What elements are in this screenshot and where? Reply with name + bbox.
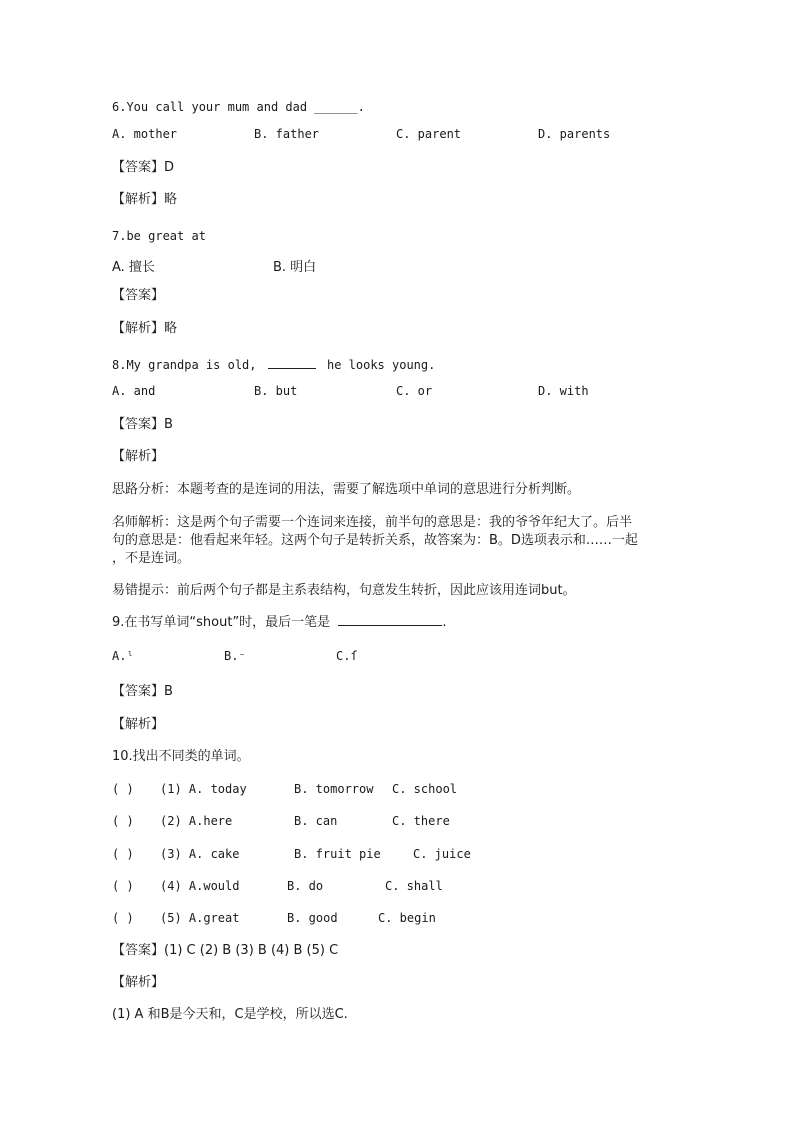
q10-row2-b: B. can <box>294 814 338 828</box>
q8-teacher-line3: ，不是连词。 <box>112 551 191 566</box>
q9-stem-end: . <box>442 615 447 630</box>
q10-row4-paren: ( ) <box>112 879 134 893</box>
q6-analysis: 【解析】略 <box>112 192 178 207</box>
q10-row5-c: C. begin <box>378 911 436 925</box>
q10-stem: 10.找出不同类的单词。 <box>112 749 250 764</box>
q10-row3-b: B. fruit pie <box>294 847 381 861</box>
q10-row5-b: B. good <box>287 911 338 925</box>
q8-teacher-line2: 句的意思是：他看起来年轻。这两个句子是转折关系，故答案为：B。D选项表示和……一起 <box>112 533 638 548</box>
q8-thinking: 思路分析：本题考查的是连词的用法，需要了解选项中单词的意思进行分析判断。 <box>112 482 581 497</box>
q7-answer: 【答案】 <box>112 288 165 303</box>
q9-option-b: B.⁻ <box>224 649 246 663</box>
q7-stem: 7.be great at <box>112 229 206 243</box>
q9-analysis: 【解析】 <box>112 717 165 732</box>
q8-tip: 易错提示：前后两个句子都是主系表结构，句意发生转折，因此应该用连词but。 <box>112 583 576 598</box>
q9-blank <box>338 613 442 626</box>
q8-option-b: B. but <box>254 384 298 398</box>
q8-option-d: D. with <box>538 384 589 398</box>
q9-answer: 【答案】B <box>112 684 173 699</box>
q10-row3-paren: ( ) <box>112 847 134 861</box>
q8-stem <box>112 356 435 374</box>
q6-option-c: C. parent <box>396 127 462 141</box>
q10-row1-a: (1) A. today <box>160 782 247 796</box>
q9-option-a: A.ˡ <box>112 649 134 663</box>
q10-row4-a: (4) A.would <box>160 879 240 893</box>
q10-row4-b: B. do <box>287 879 324 893</box>
q6-option-a: A. mother <box>112 127 178 141</box>
q10-row1-paren: ( ) <box>112 782 134 796</box>
q7-option-a: A. 擅长 <box>112 260 155 275</box>
q10-row4-c: C. shall <box>385 879 443 893</box>
q8-option-c: C. or <box>396 384 433 398</box>
q7-analysis: 【解析】略 <box>112 321 178 336</box>
q6-answer: 【答案】D <box>112 160 175 175</box>
q10-row5-paren: ( ) <box>112 911 134 925</box>
q10-row5-a: (5) A.great <box>160 911 240 925</box>
q6-stem: 6.You call your mum and dad ______. <box>112 100 365 114</box>
q8-teacher-line1: 名师解析：这是两个句子需要一个连词来连接，前半句的意思是：我的爷爷年纪大了。后半 <box>112 515 633 530</box>
q10-row2-c: C. there <box>392 814 450 828</box>
q8-stem-start: 8.My grandpa is old, <box>112 358 257 372</box>
q8-analysis-title: 【解析】 <box>112 449 165 464</box>
q9-stem <box>112 613 446 632</box>
q10-row1-b: B. tomorrow <box>294 782 374 796</box>
q8-answer: 【答案】B <box>112 417 173 432</box>
q10-explain: (1) A 和B是今天和，C是学校，所以选C. <box>112 1007 348 1022</box>
q8-stem-end: he looks young. <box>326 358 436 372</box>
q10-analysis: 【解析】 <box>112 975 165 990</box>
q6-option-d: D. parents <box>538 127 611 141</box>
q10-answer: 【答案】(1) C (2) B (3) B (4) B (5) C <box>112 943 339 958</box>
q9-stem-text: 9.在书写单词“shout”时，最后一笔是 <box>112 615 331 630</box>
q10-row3-a: (3) A. cake <box>160 847 240 861</box>
q9-option-c: C.ſ <box>336 649 358 663</box>
q10-row2-paren: ( ) <box>112 814 134 828</box>
q10-row1-c: C. school <box>392 782 458 796</box>
q10-row3-c: C. juice <box>413 847 471 861</box>
q10-row2-a: (2) A.here <box>160 814 233 828</box>
q6-option-b: B. father <box>254 127 320 141</box>
q8-option-a: A. and <box>112 384 156 398</box>
q8-blank <box>268 356 316 369</box>
q7-option-b: B. 明白 <box>273 260 317 275</box>
